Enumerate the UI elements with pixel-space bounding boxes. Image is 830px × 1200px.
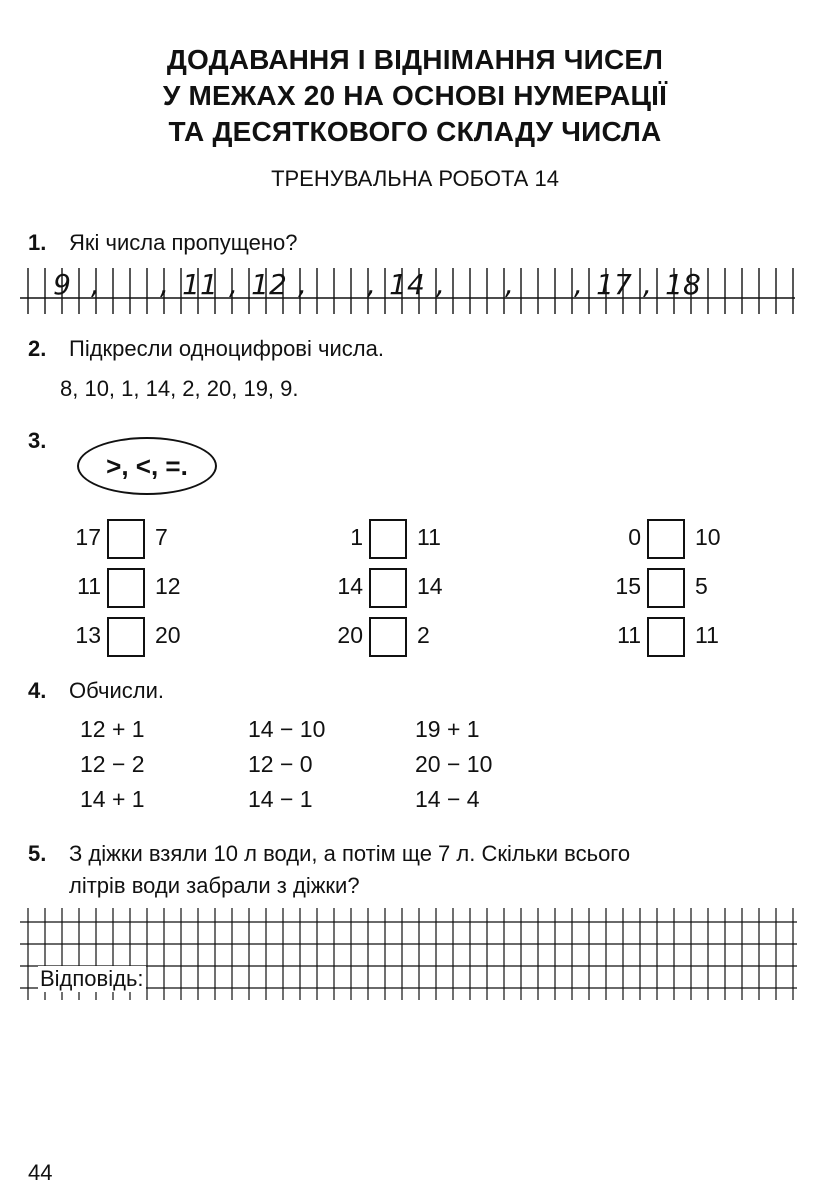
answer-label: Відповідь: bbox=[40, 966, 144, 991]
sequence-comma: , bbox=[367, 268, 376, 301]
comparison-right-number: 10 bbox=[695, 524, 721, 550]
page-title-line-1: ДОДАВАННЯ І ВІДНІМАННЯ ЧИСЕЛ bbox=[166, 44, 664, 75]
comparison-answer-box[interactable] bbox=[107, 617, 145, 657]
task-5-answer-grid[interactable] bbox=[0, 908, 830, 1008]
task-4-number: 4. bbox=[28, 678, 47, 703]
comparison-left-number: 20 bbox=[337, 622, 363, 648]
comparison-left-number: 1 bbox=[350, 524, 363, 550]
comparison-signs: >, <, =. bbox=[106, 451, 188, 481]
calculation-expression: 12 − 2 bbox=[80, 751, 145, 777]
task-5-line-2: літрів води забрали з діжки? bbox=[69, 873, 360, 898]
calculation-expression: 14 + 1 bbox=[80, 786, 145, 812]
comparison-right-number: 5 bbox=[695, 573, 708, 599]
sequence-number: 12 bbox=[251, 268, 287, 301]
sequence-number: 17 bbox=[596, 268, 632, 301]
sequence-comma: , bbox=[505, 268, 514, 301]
comparison-answer-box[interactable] bbox=[369, 568, 407, 608]
page-title-line-2: У МЕЖАХ 20 НА ОСНОВІ НУМЕРАЦІЇ bbox=[162, 80, 668, 111]
comparison-right-number: 11 bbox=[695, 622, 719, 648]
task-1-number: 1. bbox=[28, 230, 47, 255]
task-5-number: 5. bbox=[28, 841, 47, 866]
page-number: 44 bbox=[28, 1160, 53, 1185]
comparison-answer-box[interactable] bbox=[107, 519, 145, 559]
page-title-line-3: ТА ДЕСЯТКОВОГО СКЛАДУ ЧИСЛА bbox=[168, 116, 662, 147]
comparison-answer-box[interactable] bbox=[369, 519, 407, 559]
comparison-right-number: 7 bbox=[155, 524, 168, 550]
sequence-comma: , bbox=[91, 268, 100, 301]
comparison-right-number: 12 bbox=[155, 573, 181, 599]
comparison-answer-box[interactable] bbox=[647, 617, 685, 657]
calculation-expression: 14 − 4 bbox=[415, 786, 480, 812]
task-4-text: Обчисли. bbox=[69, 678, 164, 703]
comparison-answer-box[interactable] bbox=[647, 568, 685, 608]
page-subtitle: ТРЕНУВАЛЬНА РОБОТА 14 bbox=[271, 166, 559, 191]
sequence-comma: , bbox=[298, 268, 307, 301]
sequence-comma: , bbox=[643, 268, 652, 301]
sequence-comma: , bbox=[574, 268, 583, 301]
sequence-number: 18 bbox=[665, 268, 701, 301]
task-3-number: 3. bbox=[28, 428, 47, 453]
calculation-expression: 14 − 1 bbox=[248, 786, 313, 812]
comparison-left-number: 17 bbox=[75, 524, 101, 550]
sequence-comma: , bbox=[436, 268, 445, 301]
calculation-expression: 12 − 0 bbox=[248, 751, 313, 777]
comparison-left-number: 13 bbox=[75, 622, 101, 648]
task-2-text: Підкресли одноцифрові числа. bbox=[69, 336, 384, 361]
comparison-left-number: 11 bbox=[617, 622, 641, 648]
sequence-comma: , bbox=[229, 268, 238, 301]
comparison-left-number: 11 bbox=[77, 573, 101, 599]
task-5-line-1: З діжки взяли 10 л води, а потім ще 7 л. Скільки всього bbox=[69, 841, 631, 866]
task-2-number-list: 8, 10, 1, 14, 2, 20, 19, 9. bbox=[60, 376, 299, 401]
comparison-right-number: 11 bbox=[417, 524, 441, 550]
task-1-text: Які числа пропущено? bbox=[69, 230, 298, 255]
sequence-number: 9 bbox=[53, 268, 71, 301]
comparison-answer-box[interactable] bbox=[647, 519, 685, 559]
calculation-expression: 19 + 1 bbox=[415, 716, 480, 742]
sequence-number: 11 bbox=[182, 268, 218, 301]
sequence-comma: , bbox=[160, 268, 169, 301]
comparison-answer-box[interactable] bbox=[107, 568, 145, 608]
comparison-left-number: 14 bbox=[337, 573, 363, 599]
comparison-right-number: 14 bbox=[417, 573, 443, 599]
calculation-expression: 20 − 10 bbox=[415, 751, 493, 777]
sequence-number: 14 bbox=[389, 268, 425, 301]
comparison-answer-box[interactable] bbox=[369, 617, 407, 657]
comparison-left-number: 15 bbox=[615, 573, 641, 599]
calculation-expression: 14 − 10 bbox=[248, 716, 326, 742]
calculation-expression: 12 + 1 bbox=[80, 716, 145, 742]
comparison-right-number: 20 bbox=[155, 622, 181, 648]
comparison-left-number: 0 bbox=[628, 524, 641, 550]
comparison-right-number: 2 bbox=[417, 622, 430, 648]
task-2-number: 2. bbox=[28, 336, 47, 361]
